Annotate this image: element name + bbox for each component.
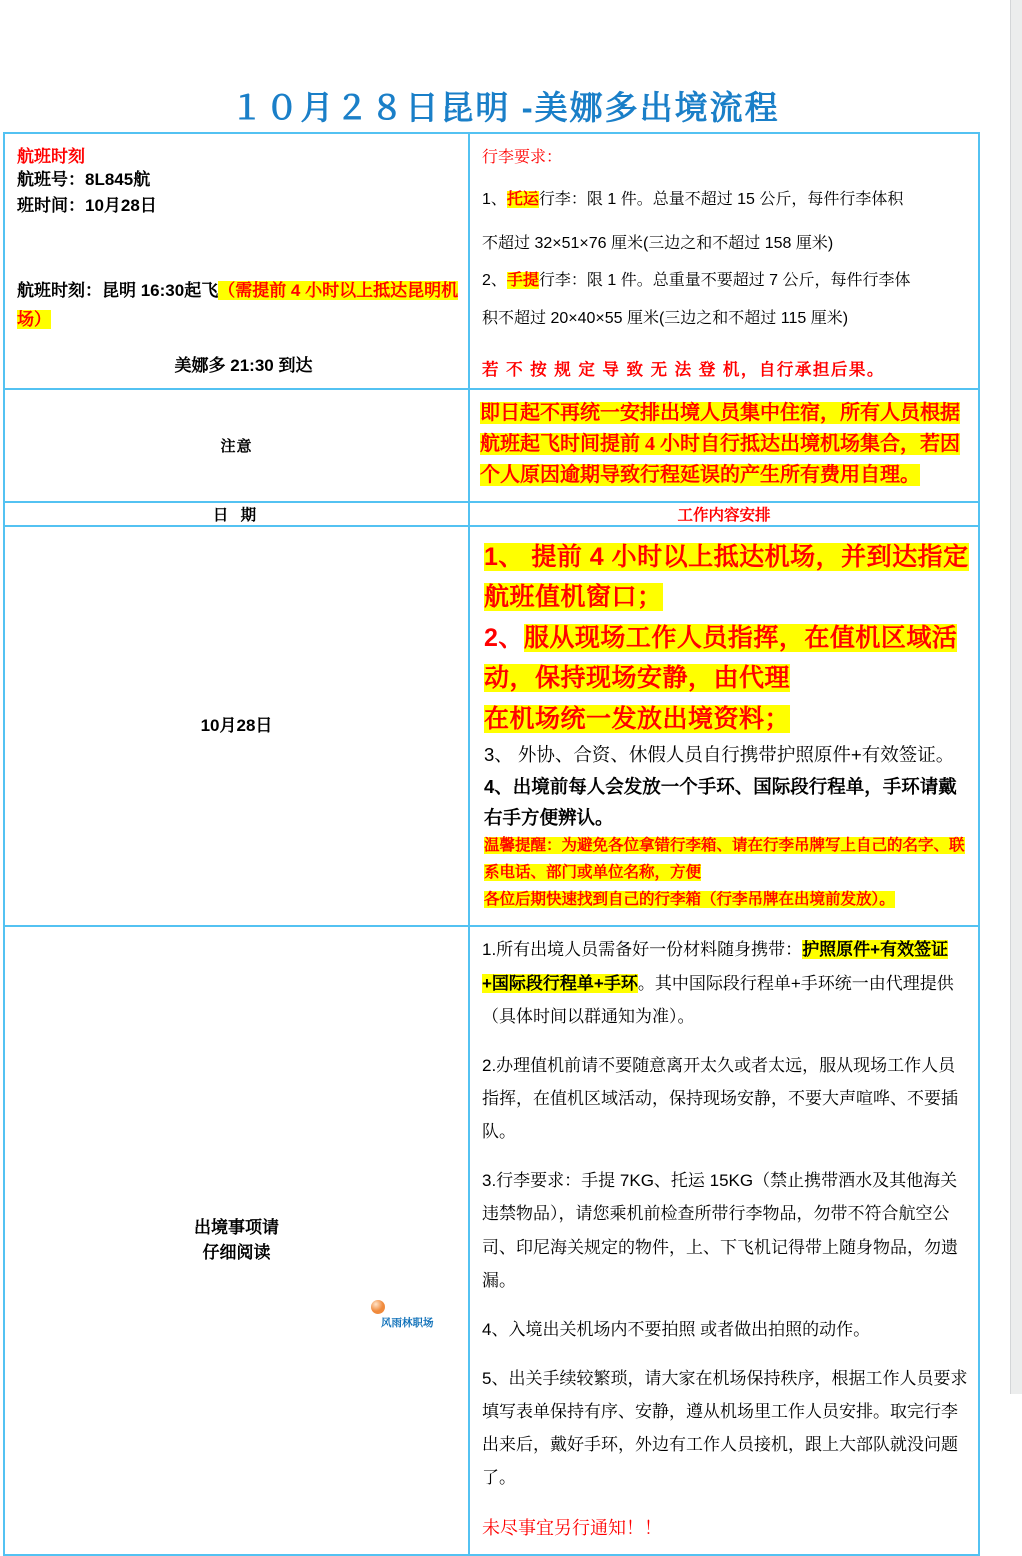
schedule-item-1 (484, 537, 970, 618)
exit-note-1-a: 1.所有出境人员需备好一份材料随身携带： (482, 940, 803, 960)
baggage-item-1-prefix: 1、 (482, 191, 507, 209)
baggage-item-2-line2: 积不超过 20×40×55 厘米(三边之和不超过 115 厘米) (482, 310, 849, 328)
schedule-content-cell (469, 526, 979, 927)
right-gutter (1010, 0, 1022, 1394)
page-title: １０月２８日昆明 -美娜多出境流程 (230, 89, 780, 126)
schedule-item-2 (484, 618, 970, 699)
schedule-item-3: 3、 外协、合资、休假人员自行携带护照原件+有效签证。 (484, 744, 955, 766)
flight-departure (17, 277, 460, 335)
baggage-item-2-mark: 手提 (506, 272, 539, 290)
spacer (17, 219, 460, 277)
header-work-column: 工作内容安排 (469, 502, 979, 526)
table-row (4, 502, 979, 526)
schedule-tip-line1 (484, 833, 970, 886)
schedule-item-2-text: 服从现场工作人员指挥，在值机区域活动，保持现场安静，由代理 (484, 623, 958, 693)
baggage-item-2-prefix: 2、 (482, 272, 507, 290)
exit-note-final: 未尽事宜另行通知！！ (482, 1517, 662, 1538)
schedule-item-1-text: 1、 提前 4 小时以上抵达机场，并到达指定航班值机窗口； (484, 542, 969, 612)
schedule-tip-line2-text: 各位后期快速找到自己的行李箱（行李吊牌在出境前发放）。 (484, 890, 895, 908)
flight-departure-label: 航班时刻：昆明 16:30起飞 (17, 281, 219, 301)
notice-text-wrap (470, 390, 978, 501)
baggage-requirements-cell (469, 133, 979, 388)
schedule-item-2-line2 (484, 699, 970, 740)
baggage-item-2-rest: 行李：限 1 件。总重量不要超过 7 公斤，每件行李体 (538, 272, 911, 290)
exit-notes-label-line1: 出境事项请 (194, 1217, 279, 1237)
schedule-item-2-line2-text: 在机场统一发放出境资料； (484, 704, 791, 733)
flight-heading: 航班时刻 (17, 146, 85, 166)
baggage-item-1-rest: 行李：限 1 件。总量不超过 15 公斤，每件行李体积 (538, 191, 904, 209)
schedule-item-2-number: 2、 (484, 623, 524, 652)
schedule-item-4: 4、出境前每人会发放一个手环、国际段行程单，手环请戴右手方便辨认。 (484, 775, 957, 829)
flight-number: 航班号：8L845航 (17, 169, 151, 189)
exit-note-4: 4、入境出关机场内不要拍照 或者做出拍照的动作。 (482, 1319, 871, 1339)
table-row (4, 526, 979, 927)
baggage-item-1-mark: 托运 (506, 191, 539, 209)
exit-note-1 (482, 933, 968, 1032)
table-row (4, 926, 979, 1554)
schedule-tip-line1-text: 温馨提醒：为避免各位拿错行李箱、请在行李吊牌写上自己的名字、联系电话、部门或单位名称，方便 (484, 837, 965, 882)
flight-date: 班时间：10月28日 (17, 196, 157, 216)
exit-note-1-b: 。其中国际段行程单+手环统一由代理提供（具体时间以群通知为准）。 (482, 973, 954, 1026)
exit-note-2: 2.办理值机前请不要随意离开太久或者太远，服从现场工作人员指挥，在值机区域活动，保持现场安静，不要大声喧哗、不要插队。 (482, 1055, 958, 1142)
flight-arrival: 美娜多 21:30 到达 (174, 356, 313, 376)
baggage-item-1 (482, 189, 968, 211)
exit-notes-cell (469, 926, 979, 1554)
exit-note-3: 3.行李要求：手提 7KG、托运 15KG（禁止携带酒水及其他海关违禁物品），请您乘机前检查所带行李物品，勿带不符合航空公司、印尼海关规定的物件，上、下飞机记得带上随身物品，勿遗漏。 (482, 1171, 958, 1290)
schedule-date-label: 10月28日 (4, 526, 469, 927)
exit-note-1-highlight: 护照原件+有效签证+国际段行程单+手环 (482, 940, 949, 993)
exit-note-5: 5、出关手续较繁琐，请大家在机场保持秩序，根据工作人员要求填写表单保持有序、安静，遵从机场里工作人员安排。取完行李出来后，戴好手环，外边有工作人员接机，跟上大部队就没问题了。 (482, 1369, 968, 1488)
notice-label: 注意 (4, 389, 469, 502)
notice-body-cell (469, 389, 979, 502)
schedule-tip-line2 (484, 887, 970, 914)
notice-text: 即日起不再统一安排出境人员集中住宿，所有人员根据航班起飞时间提前 4 小时自行抵达出境机场集合，若因个人原因逾期导致行程延误的产生所有费用自理。 (480, 401, 960, 486)
table-row (4, 389, 979, 502)
exit-process-table (3, 132, 980, 1555)
watermark-text: 风雨林职场 (381, 1317, 434, 1329)
baggage-warning: 若 不 按 规 定 导 致 无 法 登 机，自行承担后果。 (482, 360, 885, 379)
baggage-item-2 (482, 270, 968, 292)
flight-info-cell (4, 133, 469, 388)
exit-notes-label-line2: 仔细阅读 (202, 1242, 271, 1262)
flight-departure-note: （需提前 4 小时以上抵达昆明机场） (17, 281, 459, 330)
header-date-column: 日 期 (4, 502, 469, 526)
table-row (4, 133, 979, 388)
exit-notes-label (4, 926, 469, 1554)
baggage-title: 行李要求： (482, 149, 563, 167)
schedule-content (470, 527, 978, 926)
exit-notes-content (470, 927, 978, 1553)
baggage-item-1-line2: 不超过 32×51×76 厘米(三边之和不超过 158 厘米) (482, 234, 834, 252)
